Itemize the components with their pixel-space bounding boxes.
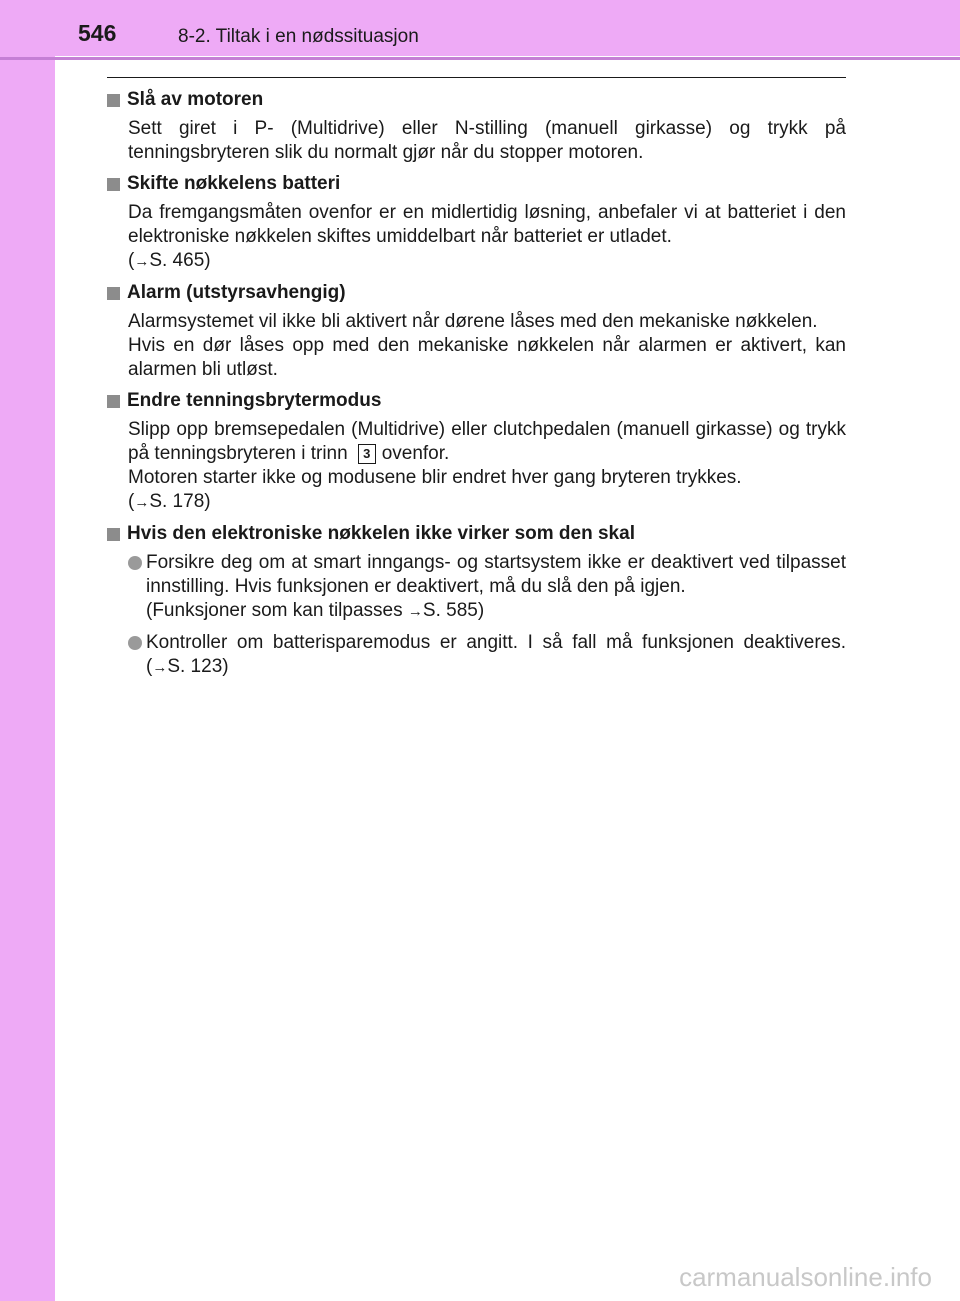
- page-reference[interactable]: (Funksjoner som kan tilpasses →S. 585): [146, 600, 485, 621]
- arrow-right-icon: →: [152, 659, 168, 676]
- paragraph: Slipp opp bremsepedalen (Multidrive) eller clutchpedalen (manuell girkasse) og trykk på tenningsbryteren i trinn 3 ovenfor.: [128, 419, 846, 464]
- section-change-battery: [107, 172, 846, 274]
- section-heading: Hvis den elektroniske nøkkelen ikke virker som den skal: [127, 523, 635, 544]
- paragraph: Da fremgangsmåten ovenfor er en midlertidig løsning, anbefaler vi at batteriet i den elektroniske nøkkelen skiftes umiddelbart når batteriet er utladet.: [128, 202, 846, 247]
- circle-bullet-icon: [128, 556, 142, 570]
- square-bullet-icon: [107, 395, 120, 408]
- section-heading: Skifte nøkkelens batteri: [127, 173, 341, 194]
- paragraph: Hvis en dør låses opp med den mekaniske nøkkelen når alarmen er aktivert, kan alarmen bli utløst.: [128, 335, 846, 380]
- section-title: 8-2. Tiltak i en nødssituasjon: [178, 26, 419, 47]
- section-stop-engine: [107, 88, 846, 165]
- header-divider: [0, 57, 960, 60]
- paragraph: Motoren starter ikke og modusene blir endret hver gang bryteren trykkes.: [128, 467, 742, 488]
- section-heading: Endre tenningsbrytermodus: [127, 390, 382, 411]
- page-reference[interactable]: (→S. 465): [128, 250, 211, 271]
- list-item: [107, 631, 846, 680]
- page-reference[interactable]: (→S. 178): [128, 491, 211, 512]
- section-ignition-mode: [107, 389, 846, 515]
- step-number-badge: 3: [358, 444, 376, 464]
- square-bullet-icon: [107, 178, 120, 191]
- content-rule: [107, 77, 846, 78]
- arrow-right-icon: →: [134, 494, 150, 511]
- section-heading: Slå av motoren: [127, 89, 264, 110]
- square-bullet-icon: [107, 287, 120, 300]
- section-key-malfunction: [107, 522, 846, 680]
- section-alarm: [107, 281, 846, 382]
- circle-bullet-icon: [128, 636, 142, 650]
- watermark-text: carmanualsonline.info: [679, 1262, 932, 1292]
- arrow-right-icon: →: [134, 253, 150, 270]
- page-number: 546: [78, 20, 117, 46]
- paragraph: Alarmsystemet vil ikke bli aktivert når dørene låses med den mekaniske nøkkelen.: [128, 311, 818, 332]
- list-item: [107, 551, 846, 624]
- paragraph: Forsikre deg om at smart inngangs- og startsystem ikke er deaktivert ved tilpasset innstilling. Hvis funksjonen er deaktivert, må du slå den på igjen.: [146, 552, 846, 597]
- main-content: [107, 88, 846, 687]
- paragraph: Kontroller om batterisparemodus er angitt. I så fall må funksjonen deaktiveres. (→S. 123): [146, 632, 846, 677]
- header-band: [0, 0, 960, 56]
- square-bullet-icon: [107, 94, 120, 107]
- side-color-band: [0, 0, 55, 1301]
- square-bullet-icon: [107, 528, 120, 541]
- page-reference[interactable]: S. 123): [167, 656, 229, 677]
- paragraph: Sett giret i P- (Multidrive) eller N-stilling (manuell girkasse) og trykk på tenningsbryteren slik du normalt gjør når du stopper motoren.: [128, 118, 846, 163]
- arrow-right-icon: →: [407, 603, 423, 620]
- section-heading: Alarm (utstyrsavhengig): [127, 282, 346, 303]
